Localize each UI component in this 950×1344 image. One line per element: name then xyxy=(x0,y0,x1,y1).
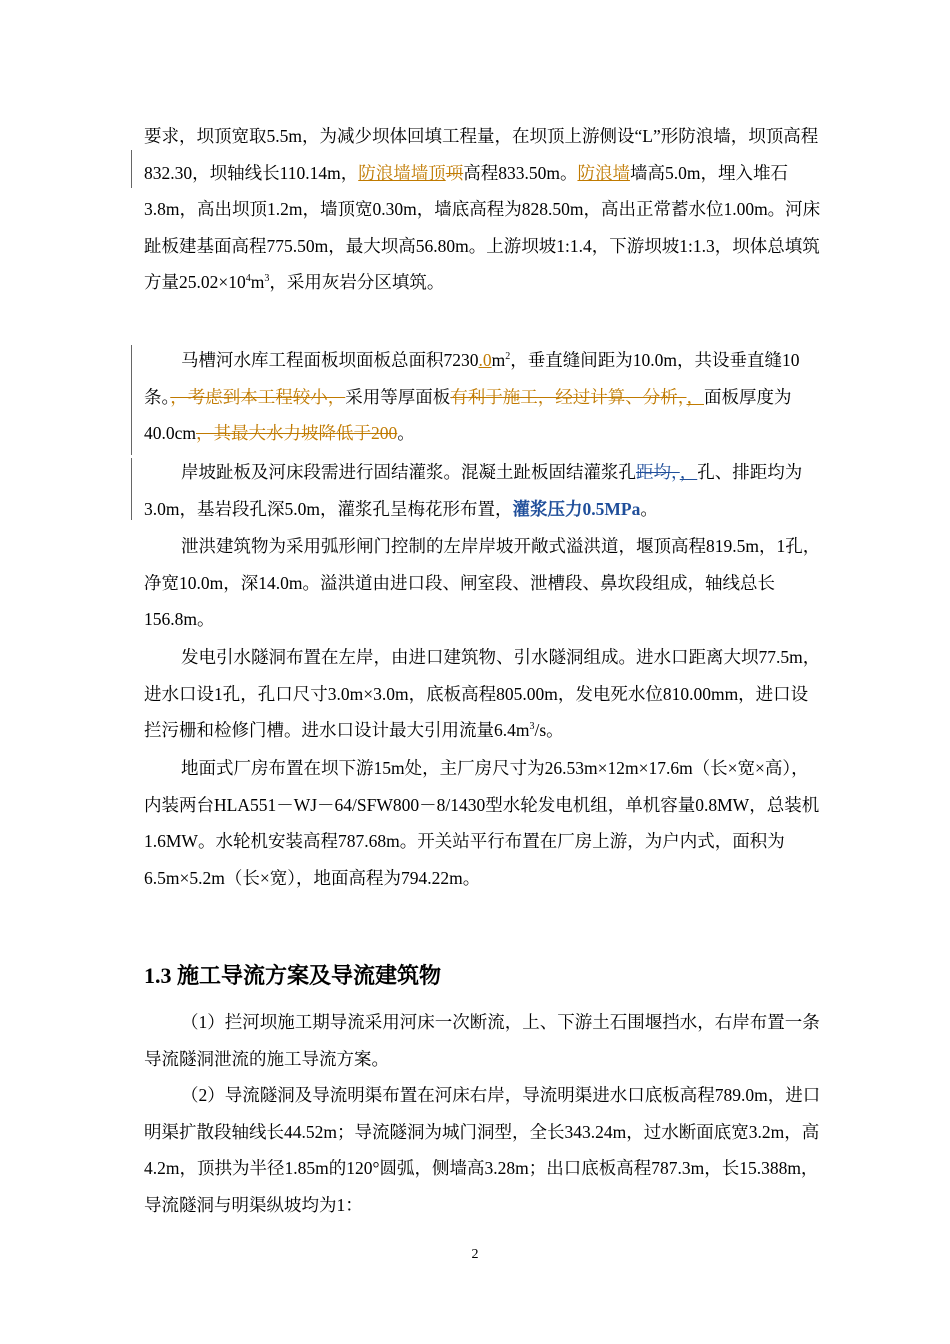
deleted-text: 有利于施工，经过计算、分析， xyxy=(450,386,687,407)
page-number: 2 xyxy=(471,1247,479,1262)
paragraph-dam-crest: 要求，坝顶宽取5.5m，为减少坝体回填工程量，在坝顶上游侧设“L”形防浪墙，坝顶高程832.30，坝轴线长110.14m，防浪墙墙顶项高程833.50m。防浪墙墙高5.0m，埋入堆石3.8m，高出坝顶1.2m，墙顶宽0.30m，墙底高程为828.50m，高出正常蓄水位1.00m。河床趾板建基面高程775.50m，最大坝高56.80m。上游坝坡1:1.4，下游坝坡1:1.3，坝体总填筑方量$25.02\times 10^4m^3$，采用灰岩分区填筑。 xyxy=(144,126,821,293)
deleted-text: ，其最大水力坡降低于200 xyxy=(196,423,398,444)
deleted-text: ，考虑到本工程较小， xyxy=(170,386,346,407)
inserted-text: ， xyxy=(679,462,698,482)
inserted-text: ， xyxy=(686,386,704,407)
inserted-text: 防浪墙墙顶 xyxy=(358,162,446,183)
paragraph-diversion-scheme: （1）拦河坝施工期导流采用河床一次断流，上、下游土石围堰挡水，右岸布置一条导流隧洞泄流的施工导流方案。 xyxy=(144,1012,820,1069)
inserted-text: 防浪墙 xyxy=(577,162,630,183)
paragraph-powerhouse: 地面式厂房布置在坝下游15m处，主厂房尺寸为26.53m×12m×17.6m（长×宽×高），内装两台HLA551－WJ－64/SFW800－8/1430型水轮发电机组，单机容量0.8MW，总装机1.6MW。水轮机安装高程787.68m。开关站平行布置在厂房上游，为户内式，面积为6.5m×5.2m（长×宽），地面高程为794.22m。 xyxy=(144,758,820,888)
paragraph-intake-tunnel: 发电引水隧洞布置在左岸，由进口建筑物、引水隧洞组成。进水口距离大坝77.5m，进水口设1孔，孔口尺寸3.0m×3.0m，底板高程805.00m，发电死水位810.00mm，进口设拦污栅和检修门槽。进水口设计最大引用流量$6.4m^3/s$。 xyxy=(144,647,821,741)
revision-bar xyxy=(131,345,132,455)
paragraph-grouting: 岸坡趾板及河床段需进行固结灌浆。混凝土趾板固结灌浆孔距均，，孔、排距均为3.0m，基岩段孔深5.0m，灌浆孔呈梅花形布置，灌浆压力0.5MPa。 xyxy=(144,462,803,519)
deleted-text: 距均， xyxy=(636,462,680,482)
deleted-text: 项 xyxy=(445,162,464,183)
revision-bar xyxy=(131,458,132,520)
paragraph-diversion-tunnel: （2）导流隧洞及导流明渠布置在河床右岸，导流明渠进水口底板高程789.0m，进口明渠扩散段轴线长44.52m；导流隧洞为城门洞型，全长343.24m，过水断面底宽3.2m，高4.2m，顶拱为半径1.85m的120°圆弧，侧墙高3.28m；出口底板高程787.3m，长15.388m，导流隧洞与明渠纵坡均为1： xyxy=(144,1085,821,1215)
section-heading: 1.3 施工导流方案及导流建筑物 xyxy=(144,963,442,988)
revision-bar xyxy=(131,150,132,188)
inserted-text: .0 xyxy=(478,350,492,370)
paragraph-face-slab: 马槽河水库工程面板坝面板总面积$7230.0m^2$，垂直缝间距为10.0m，共设垂直缝10条。，考虑到本工程较小，采用等厚面板有利于施工，经过计算、分析，，面板厚度为40.0cm，其最大水力坡降低于200。 xyxy=(144,350,800,444)
grouting-pressure: 灌浆压力0.5MPa xyxy=(512,498,641,519)
paragraph-spillway: 泄洪建筑物为采用弧形闸门控制的左岸岸坡开敞式溢洪道，堰顶高程819.5m，1孔，净宽10.0m，深14.0m。溢洪道由进口段、闸室段、泄槽段、鼻坎段组成，轴线总长156.8m。 xyxy=(144,536,821,630)
